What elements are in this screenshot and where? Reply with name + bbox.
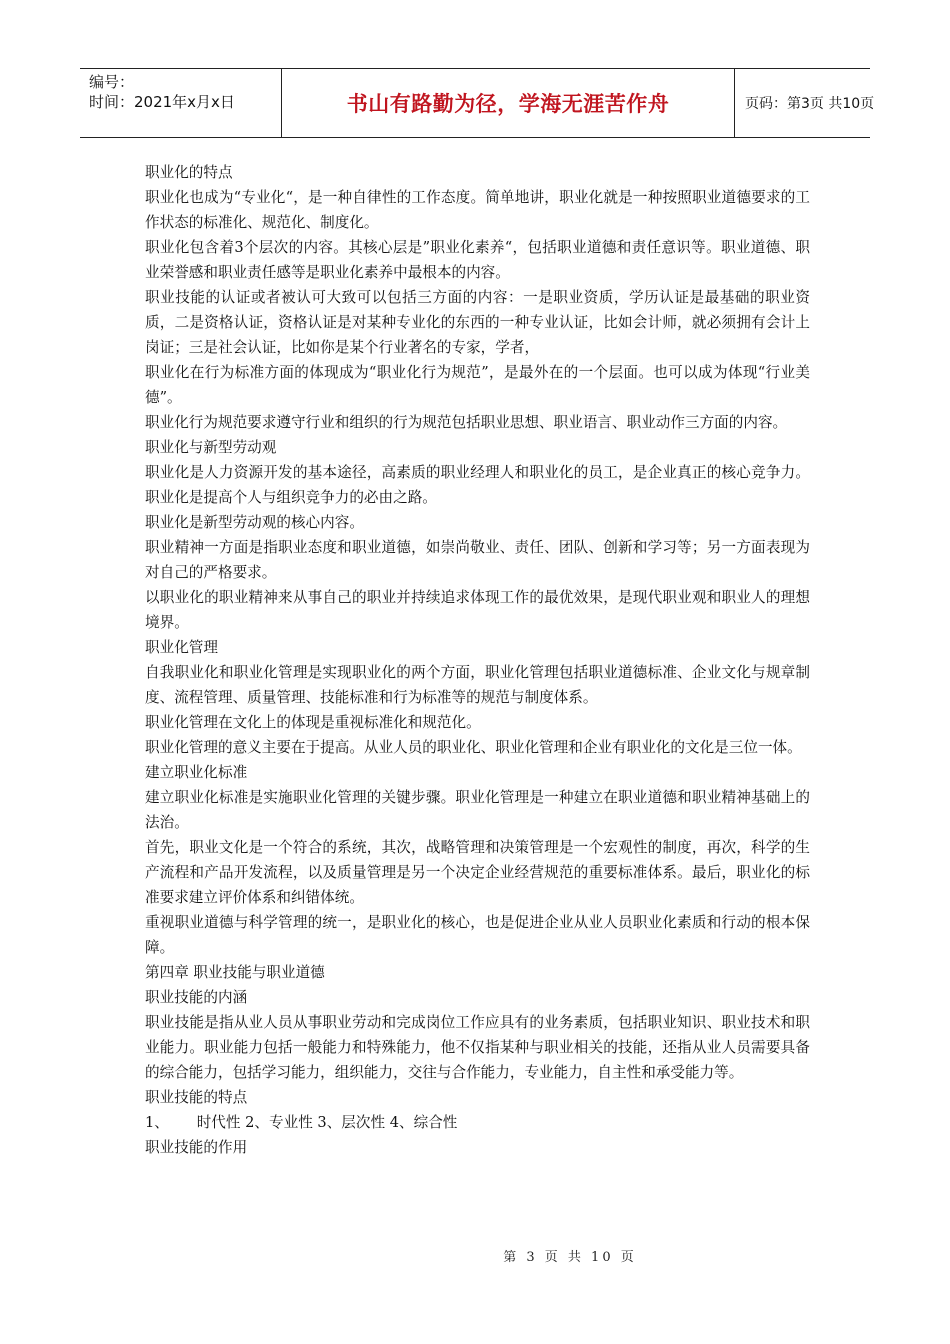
paragraph: 职业化是新型劳动观的核心内容。 (145, 514, 364, 531)
section-heading: 职业技能的内涵 (145, 989, 248, 1006)
header-page-label: 页码：第3页 共10页 (745, 96, 875, 112)
paragraph: 职业精神一方面是指职业态度和职业道德，如崇尚敬业、责任、团队、创新和学习等；另一方面表现为对自己的严格要求。 (145, 539, 810, 581)
paragraph: 职业化包含着3个层次的内容。其核心层是”职业化素养“，包括职业道德和责任意识等。职业道德、职业荣誉感和职业责任感等是职业化素养中最根本的内容。 (145, 239, 810, 281)
paragraph: 职业化管理在文化上的体现是重视标准化和规范化。 (145, 714, 481, 731)
section-heading: 职业技能的作用 (145, 1139, 248, 1156)
time-label: 时间：2021年x月x日 (89, 93, 235, 111)
paragraph: 职业技能的认证或者被认可大致可以包括三方面的内容：一是职业资质，学历认证是最基础的职业资质，二是资格认证，资格认证是对某种专业化的东西的一种专业认证，比如会计师，就必须拥有会计上岗证；三是社会认证，比如你是某个行业著名的专家，学者， (145, 289, 810, 356)
page-header (80, 68, 875, 138)
paragraph: 自我职业化和职业化管理是实现职业化的两个方面，职业化管理包括职业道德标准、企业文化与规章制度、流程管理、质量管理、技能标准和行为标准等的规范与制度体系。 (145, 664, 810, 706)
header-meta (80, 69, 282, 137)
paragraph: 职业化行为规范要求遵守行业和组织的行为规范包括职业思想、职业语言、职业动作三方面的内容。 (145, 414, 788, 431)
section-heading: 职业技能的特点 (145, 1089, 248, 1106)
header-motto: 书山有路勤为径，学海无涯苦作舟 (282, 69, 735, 137)
paragraph: 职业化是人力资源开发的基本途径，高素质的职业经理人和职业化的员工，是企业真正的核心竞争力。职业化是提高个人与组织竞争力的必由之路。 (145, 464, 810, 506)
paragraph: 以职业化的职业精神来从事自己的职业并持续追求体现工作的最优效果，是现代职业观和职业人的理想境界。 (145, 589, 810, 631)
paragraph: 首先，职业文化是一个符合的系统，其次，战略管理和决策管理是一个宏观性的制度，再次，科学的生产流程和产品开发流程，以及质量管理是另一个决定企业经营规范的重要标准体系。最后，职业化的标准要求建立评价体系和纠错体统。 (145, 839, 810, 906)
number-label: 编号： (89, 73, 135, 91)
page-footer: 第 3 页 共 10 页 (503, 1250, 637, 1265)
paragraph: 重视职业道德与科学管理的统一，是职业化的核心，也是促进企业从业人员职业化素质和行动的根本保障。 (145, 914, 810, 956)
document-body (145, 160, 810, 1160)
paragraph: 职业化管理的意义主要在于提高。从业人员的职业化、职业化管理和企业有职业化的文化是三位一体。 (145, 739, 802, 756)
list-line: 1、 时代性 2、专业性 3、层次性 4、综合性 (145, 1114, 458, 1131)
paragraph: 职业化在行为标准方面的体现成为“职业化行为规范”，是最外在的一个层面。也可以成为体现“行业美德”。 (145, 364, 810, 406)
section-heading: 职业化与新型劳动观 (145, 439, 277, 456)
section-heading: 职业化管理 (145, 639, 218, 656)
paragraph: 职业化也成为“专业化“，是一种自律性的工作态度。简单地讲，职业化就是一种按照职业道德要求的工作状态的标准化、规范化、制度化。 (145, 189, 810, 231)
section-heading: 职业化的特点 (145, 164, 233, 181)
section-heading: 建立职业化标准 (145, 764, 248, 781)
chapter-heading: 第四章 职业技能与职业道德 (145, 964, 325, 981)
paragraph: 建立职业化标准是实施职业化管理的关键步骤。职业化管理是一种建立在职业道德和职业精神基础上的法治。 (145, 789, 810, 831)
paragraph: 职业技能是指从业人员从事职业劳动和完成岗位工作应具有的业务素质，包括职业知识、职业技术和职业能力。职业能力包括一般能力和特殊能力，他不仅指某种与职业相关的技能，还指从业人员需要具备的综合能力，包括学习能力，组织能力，交往与合作能力，专业能力，自主性和承受能力等。 (145, 1014, 810, 1081)
